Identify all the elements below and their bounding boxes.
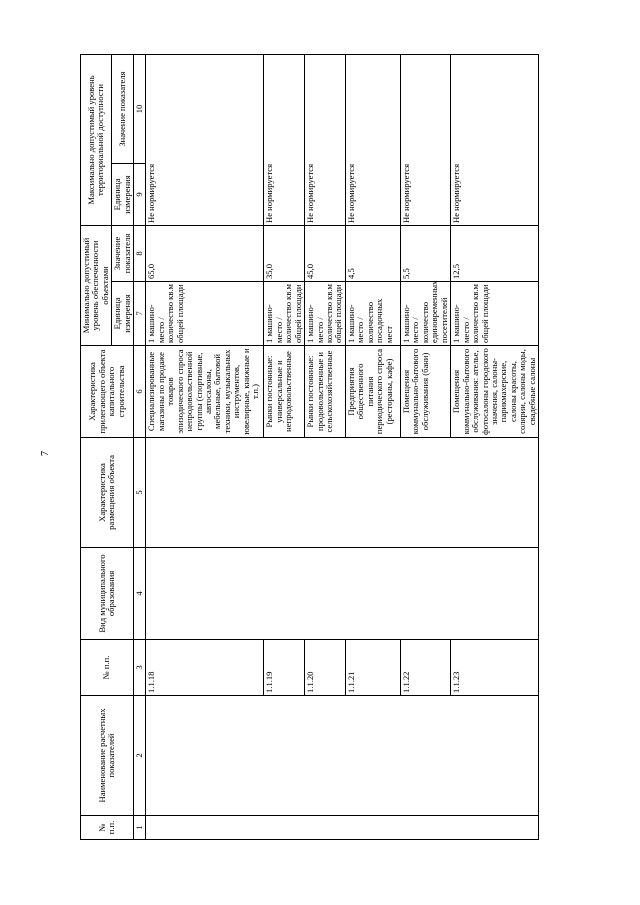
row-number: 1.1.19 bbox=[264, 640, 305, 696]
header-group-max: Максимально допустимый уровень территориальной доступности bbox=[81, 55, 112, 226]
object-description: Помещения коммунально-бытового обслуживания (бани) bbox=[400, 346, 450, 438]
header-unit-max: Единица измерения bbox=[112, 164, 134, 226]
cell-empty bbox=[146, 548, 539, 640]
colnum: 2 bbox=[134, 696, 146, 816]
cell-empty bbox=[146, 696, 539, 816]
row-number: 1.1.18 bbox=[146, 640, 264, 696]
object-description: Специализированные магазины по продаже товаров эпизодического спроса непродовольственной группы (спортивные, автосалоны, мебельные, бытовой техники, музыкальных инструментов, ювелирные, книжные и т.п.) bbox=[146, 346, 264, 438]
colnum: 1 bbox=[134, 816, 146, 840]
max-text: Не нормируется bbox=[146, 55, 264, 226]
header-col6: Характеристика прилегающего объекта капитального строительства bbox=[81, 346, 134, 438]
max-text: Не нормируется bbox=[400, 55, 450, 226]
cell-empty bbox=[146, 438, 539, 548]
max-text: Не нормируется bbox=[451, 55, 539, 226]
header-col4: Вид муниципального образования bbox=[81, 548, 134, 640]
value: 35,0 bbox=[264, 226, 305, 282]
value: 12,5 bbox=[451, 226, 539, 282]
colnum: 10 bbox=[134, 55, 146, 164]
value: 65,0 bbox=[146, 226, 264, 282]
colnum: 4 bbox=[134, 548, 146, 640]
row-number: 1.1.22 bbox=[400, 640, 450, 696]
row-number: 1.1.23 bbox=[451, 640, 539, 696]
cell-empty bbox=[146, 816, 539, 840]
colnum: 3 bbox=[134, 640, 146, 696]
colnum: 7 bbox=[134, 282, 146, 346]
header-group-min: Минимально допустимый уровень обеспеченности объектами bbox=[81, 226, 112, 346]
colnum: 8 bbox=[134, 226, 146, 282]
header-col2: Наименование расчетных показателей bbox=[81, 696, 134, 816]
header-value-max: Значение показателя bbox=[112, 55, 134, 164]
value: 45,0 bbox=[305, 226, 346, 282]
unit: 1 машино-место / количество кв.м общей площади bbox=[264, 282, 305, 346]
page-number: 7 bbox=[40, 451, 51, 456]
max-text: Не нормируется bbox=[345, 55, 400, 226]
header-value-min: Значение показателя bbox=[112, 226, 134, 282]
object-description: Рынки постоянные: универсальные и непродовольственные bbox=[264, 346, 305, 438]
object-description: Помещения коммунально-бытового обслуживания: ателье, фотосалоны городского значения, салоны-парикмахерские, салоны красоты, солярии, салоны моды, свадебные салоны bbox=[451, 346, 539, 438]
header-unit-min: Единица измерения bbox=[112, 282, 134, 346]
max-text: Не нормируется bbox=[264, 55, 305, 226]
rotated-table bbox=[80, 55, 537, 840]
colnum: 5 bbox=[134, 438, 146, 548]
header-col3: № п.п. bbox=[81, 640, 134, 696]
header-col1: № п.п. bbox=[81, 816, 134, 840]
norms-table bbox=[80, 54, 539, 840]
row-number: 1.1.20 bbox=[305, 640, 346, 696]
colnum: 9 bbox=[134, 164, 146, 226]
table-container bbox=[80, 55, 537, 840]
max-text: Не нормируется bbox=[305, 55, 346, 226]
row-number: 1.1.21 bbox=[345, 640, 400, 696]
value: 4,5 bbox=[345, 226, 400, 282]
value: 5,5 bbox=[400, 226, 450, 282]
unit: 1 машино-место / количество единовременных посетителей bbox=[400, 282, 450, 346]
object-description: Предприятия общественного питания периодического спроса (рестораны, кафе) bbox=[345, 346, 400, 438]
table-row bbox=[146, 55, 264, 840]
unit: 1 машино-место / количество кв.м общей площади bbox=[451, 282, 539, 346]
unit: 1 машино-место / количество посадочных мест bbox=[345, 282, 400, 346]
header-col5: Характеристика размещения объекта bbox=[81, 438, 134, 548]
colnum: 6 bbox=[134, 346, 146, 438]
unit: 1 машино-место / количество кв.м общей площади bbox=[146, 282, 264, 346]
unit: 1 машино-место / количество кв.м общей площади bbox=[305, 282, 346, 346]
object-description: Рынки постоянные: продовольственные и сельскохозяйственные bbox=[305, 346, 346, 438]
